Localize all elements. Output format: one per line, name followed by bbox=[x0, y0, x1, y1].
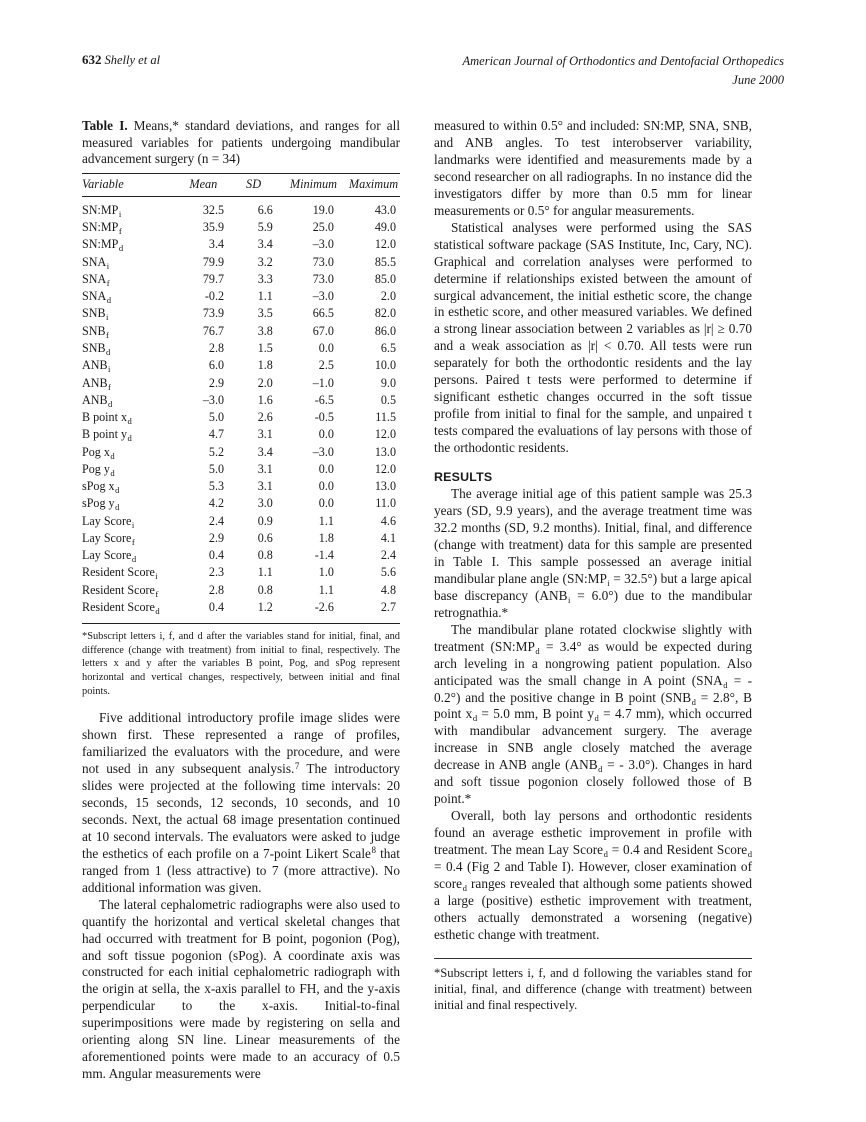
rp2-d: = 2.8°, B point x bbox=[434, 689, 753, 722]
right-paragraph-1: measured to within 0.5° and included: SN:MP, SNA, SNB, and ANB angles. To test interobserver variability, landmarks were identified and measurements made by a second researcher on all radiographs. In no instance did the investigators differ by more than 0.5 mm for linear measurements or 0.5° for angular measurements. bbox=[434, 118, 752, 218]
variable-subscript: f bbox=[118, 226, 122, 237]
results-heading: RESULTS bbox=[434, 470, 493, 485]
rp2-sub-d3: d bbox=[691, 696, 696, 707]
cell-maximum: 2.7 bbox=[380, 599, 396, 614]
rp3-sub-d1: d bbox=[603, 849, 608, 860]
table-row bbox=[82, 564, 400, 581]
cell-sd: 2.0 bbox=[257, 375, 273, 390]
left-column bbox=[82, 118, 400, 1083]
cell-maximum: 10.0 bbox=[374, 358, 396, 373]
table-row bbox=[82, 581, 400, 598]
cell-maximum: 49.0 bbox=[374, 220, 396, 235]
cell-mean: 76.7 bbox=[202, 323, 225, 338]
table-row bbox=[82, 495, 400, 512]
cell-minimum: 67.0 bbox=[312, 323, 334, 338]
cell-sd: 3.2 bbox=[257, 254, 273, 269]
cell-variable: $ANB_f$ bbox=[82, 375, 111, 392]
rp2-e: = 5.0 mm, B point y bbox=[477, 706, 595, 722]
cell-mean: 79.9 bbox=[202, 254, 225, 269]
table-row bbox=[82, 339, 400, 356]
table-row bbox=[82, 460, 400, 477]
cell-variable: Resident Score$_i$ bbox=[82, 565, 158, 582]
cell-minimum: -2.6 bbox=[314, 599, 334, 614]
cell-maximum: 9.0 bbox=[380, 375, 396, 390]
cell-minimum: 66.5 bbox=[312, 306, 334, 321]
cell-variable: $SNA_d$ bbox=[82, 289, 111, 306]
variable-subscript: d bbox=[106, 347, 111, 357]
left-paragraph-2: The lateral cephalometric radiographs were also used to quantify the horizontal and vertical skeletal changes that had occurred with treatment for B point, pogonion (Pog), and soft tissue pogonion (sPog). A coordinate axis was constructed for each initial cephalometric radiograph with the origin at sella, the x-axis parallel to FH, and the y-axis perpendicular to the x-axis. Initial-to-final superimpositions were made by registering on sella and orienting along SN line. Linear measurements of the aforementioned points were made to an accuracy of 0.5 mm. Angular measurements were bbox=[82, 896, 400, 1082]
cell-maximum: 85.5 bbox=[374, 254, 396, 269]
variable-subscript: f bbox=[155, 588, 159, 599]
table-row bbox=[82, 426, 400, 443]
variable-subscript: d bbox=[118, 243, 124, 254]
cell-mean: 4.2 bbox=[208, 496, 225, 511]
cell-maximum: 13.0 bbox=[374, 444, 396, 459]
cell-minimum: 1.1 bbox=[318, 513, 334, 528]
cell-mean: 2.3 bbox=[208, 565, 225, 580]
cell-variable: Lay Score$_f$ bbox=[82, 530, 135, 547]
variable-subscript: d bbox=[108, 398, 113, 409]
measurements-table bbox=[82, 173, 400, 620]
running-head-right bbox=[463, 52, 785, 91]
cell-variable: Resident Score$_f$ bbox=[82, 582, 159, 599]
cell-sd: 1.5 bbox=[257, 341, 273, 355]
cell-mean: 2.8 bbox=[208, 582, 225, 597]
cell-variable: $SN:MP_i$ bbox=[82, 202, 122, 219]
variable-subscript: d bbox=[115, 485, 120, 496]
rp1-c: = 6.0°) due to the mandibular retrognathia.* bbox=[434, 587, 753, 620]
table-row bbox=[82, 219, 400, 236]
cell-sd: 3.4 bbox=[257, 444, 273, 459]
rp2-f: = 4.7 mm), which occurred with mandibular advancement surgery. The average increase in SNB angle closely matched the average decrease in ANB angle (ANB bbox=[434, 706, 752, 773]
cell-mean: 73.9 bbox=[202, 306, 225, 321]
cell-minimum: 0.0 bbox=[318, 496, 334, 511]
variable-subscript: f bbox=[106, 277, 110, 288]
cell-sd: 1.1 bbox=[257, 565, 273, 580]
col-header-sd: SD bbox=[240, 173, 288, 196]
cell-minimum: 0.0 bbox=[318, 479, 334, 494]
cell-minimum: –3.0 bbox=[312, 444, 334, 459]
variable-subscript: f bbox=[106, 329, 109, 340]
table-label: Table I. bbox=[82, 118, 128, 133]
left-paragraph-1 bbox=[82, 710, 400, 896]
cell-variable: Lay Score$_i$ bbox=[82, 513, 135, 530]
cell-sd: 3.3 bbox=[257, 271, 273, 286]
rp2-c: = - 0.2°) and the positive change in B point (SNB bbox=[434, 672, 753, 705]
table-bottom-rule bbox=[82, 623, 400, 624]
cell-variable: B point $x_d$ bbox=[82, 410, 132, 427]
cell-sd: 1.8 bbox=[257, 358, 273, 373]
table-row bbox=[82, 512, 400, 529]
cell-minimum: 0.0 bbox=[318, 427, 334, 442]
variable-subscript: d bbox=[127, 433, 132, 444]
page-folio: 632 bbox=[82, 52, 102, 67]
variable-subscript: i bbox=[131, 519, 135, 530]
running-head-authors: Shelly et al bbox=[104, 53, 161, 67]
cell-variable: $SNB_f$ bbox=[82, 323, 109, 340]
cell-mean: 5.0 bbox=[208, 461, 225, 476]
cell-minimum: 1.0 bbox=[318, 565, 334, 580]
cell-maximum: 85.0 bbox=[374, 271, 396, 286]
variable-subscript: d bbox=[131, 554, 137, 565]
cell-mean: 35.9 bbox=[202, 220, 225, 235]
variable-subscript: f bbox=[108, 381, 111, 392]
cell-mean: –3.0 bbox=[202, 392, 225, 407]
cell-variable: $SN:MP_d$ bbox=[82, 237, 124, 254]
lp1-b: The introductory slides were projected at the following time intervals: 20 seconds, 15 seconds, 12 seconds, 10 seconds, and 10 seconds. Next, the actual 68 image presentation continued at 10 second intervals. The evaluators were asked to judge the esthetics of each profile on a 7-point Likert Scale bbox=[82, 761, 401, 861]
reference-7: 7 bbox=[294, 760, 300, 771]
cell-minimum: 2.5 bbox=[318, 358, 334, 373]
rp3-a: Overall, both lay persons and orthodontic residents found an average esthetic improvement in profile with treatment. The mean Lay Score bbox=[434, 808, 752, 858]
rp1-b: = 32.5°) but a large apical base discrepancy (ANB bbox=[434, 570, 752, 603]
cell-sd: 3.4 bbox=[257, 237, 273, 252]
rp1-sub-i2: i bbox=[567, 594, 571, 605]
cell-maximum: 4.1 bbox=[380, 530, 396, 545]
cell-variable: B point $y_d$ bbox=[82, 427, 132, 444]
col-header-maximum: Maximum bbox=[347, 173, 400, 196]
col-header-mean: Mean bbox=[181, 173, 240, 196]
table-row bbox=[82, 443, 400, 460]
cell-maximum: 82.0 bbox=[374, 306, 396, 321]
table-row bbox=[82, 374, 400, 391]
variable-subscript: f bbox=[131, 536, 135, 547]
cell-minimum: 1.8 bbox=[318, 530, 334, 545]
cell-mean: 5.3 bbox=[208, 479, 225, 494]
table-row bbox=[82, 288, 400, 305]
cell-mean: 2.9 bbox=[208, 375, 225, 390]
rp3-sub-d2: d bbox=[747, 849, 752, 860]
results-paragraph-1 bbox=[434, 486, 752, 622]
col-header-variable: Variable bbox=[82, 173, 181, 196]
cell-minimum: 73.0 bbox=[312, 271, 334, 286]
cell-variable: $SN:MP_f$ bbox=[82, 220, 122, 237]
table-row bbox=[82, 357, 400, 374]
table-row bbox=[82, 391, 400, 408]
table-row bbox=[82, 408, 400, 425]
cell-sd: 3.0 bbox=[257, 496, 273, 511]
lp1-a: Five additional introductory profile image slides were shown first. These represented a range of profiles, familiarized the evaluators with the procedure, and were not used in any subsequent analysis. bbox=[82, 710, 400, 777]
cell-maximum: 12.0 bbox=[374, 427, 396, 442]
cell-maximum: 2.0 bbox=[380, 289, 396, 304]
table-row bbox=[82, 322, 400, 339]
variable-subscript: d bbox=[155, 605, 160, 616]
cell-mean: 5.2 bbox=[208, 444, 225, 459]
cell-mean: 5.0 bbox=[208, 410, 225, 425]
cell-sd: 3.5 bbox=[257, 306, 273, 321]
cell-maximum: 12.0 bbox=[374, 461, 396, 476]
variable-subscript: d bbox=[115, 502, 120, 513]
cell-maximum: 4.6 bbox=[380, 513, 396, 528]
cell-variable: $SNA_f$ bbox=[82, 271, 110, 288]
cell-sd: 3.1 bbox=[257, 461, 273, 476]
cell-maximum: 11.0 bbox=[375, 496, 396, 511]
variable-subscript: i bbox=[108, 364, 111, 375]
cell-variable: Pog $y_d$ bbox=[82, 461, 115, 478]
spacer bbox=[82, 698, 400, 710]
cell-sd: 0.8 bbox=[257, 582, 273, 597]
cell-sd: 0.8 bbox=[257, 548, 273, 563]
cell-maximum: 13.0 bbox=[374, 479, 396, 494]
rp3-sub-d3: d bbox=[462, 882, 467, 893]
cell-maximum: 6.5 bbox=[380, 341, 396, 355]
cell-minimum: –1.0 bbox=[312, 375, 334, 390]
footnote-rule bbox=[434, 958, 752, 959]
variable-subscript: i bbox=[106, 312, 109, 323]
table-body bbox=[82, 196, 400, 620]
cell-minimum: 1.1 bbox=[318, 582, 334, 597]
table-row bbox=[82, 253, 400, 270]
table-row bbox=[82, 196, 400, 218]
variable-subscript: d bbox=[106, 295, 111, 306]
rp2-b: = 3.4° as would be expected during arch leveling in a nongrowing patient population. Also anticipated was the small change in A point (SNA bbox=[434, 638, 752, 688]
cell-maximum: 5.6 bbox=[380, 565, 396, 580]
cell-mean: 4.7 bbox=[208, 427, 225, 442]
cell-sd: 1.1 bbox=[257, 289, 273, 304]
variable-subscript: d bbox=[127, 416, 132, 427]
cell-sd: 1.2 bbox=[257, 599, 273, 614]
cell-minimum: -6.5 bbox=[314, 392, 334, 407]
cell-sd: 0.6 bbox=[257, 530, 273, 545]
cell-minimum: -0.5 bbox=[314, 410, 334, 425]
variable-subscript: i bbox=[118, 208, 122, 219]
lp1-c: that ranged from 1 (less attractive) to 7 (more attractive). No additional information was given. bbox=[82, 845, 401, 895]
cell-minimum: -1.4 bbox=[314, 548, 334, 563]
issue-date: June 2000 bbox=[732, 73, 784, 88]
cell-variable: Pog $x_d$ bbox=[82, 444, 115, 461]
cell-maximum: 12.0 bbox=[374, 237, 396, 252]
table-row bbox=[82, 547, 400, 564]
cell-sd: 5.9 bbox=[257, 220, 273, 235]
journal-title: American Journal of Orthodontics and Dentofacial Orthopedics bbox=[462, 54, 784, 68]
cell-minimum: 25.0 bbox=[312, 220, 334, 235]
rp2-sub-d5: d bbox=[594, 713, 599, 724]
table-row bbox=[82, 478, 400, 495]
cell-sd: 0.9 bbox=[257, 513, 273, 528]
cell-mean: 32.5 bbox=[202, 202, 225, 217]
cell-mean: 2.9 bbox=[208, 530, 225, 545]
cell-mean: 6.0 bbox=[208, 358, 225, 373]
rp1-sub-i: i bbox=[607, 577, 610, 588]
variable-subscript: d bbox=[110, 450, 115, 461]
cell-variable: $ANB_i$ bbox=[82, 358, 111, 375]
table-header-row bbox=[82, 173, 400, 196]
cell-maximum: 86.0 bbox=[374, 323, 396, 338]
cell-mean: -0.2 bbox=[204, 289, 225, 304]
cell-mean: 3.4 bbox=[208, 237, 225, 252]
cell-variable: $SNB_d$ bbox=[82, 341, 111, 357]
page-footnote: *Subscript letters i, f, and d following the variables stand for initial, final, and difference (change with treatment) between initial and final respectively. bbox=[434, 965, 752, 1012]
cell-variable: Resident Score$_d$ bbox=[82, 599, 160, 616]
table-row bbox=[82, 598, 400, 620]
rp2-sub-d2: d bbox=[723, 679, 728, 690]
cell-minimum: 19.0 bbox=[312, 202, 334, 217]
rp2-a: The mandibular plane rotated clockwise slightly with treatment (SN:MP bbox=[434, 621, 752, 654]
cell-variable: $SNB_i$ bbox=[82, 306, 109, 323]
cell-variable: Lay Score$_d$ bbox=[82, 548, 137, 565]
results-paragraph-3 bbox=[434, 808, 752, 944]
variable-subscript: i bbox=[155, 571, 158, 582]
cell-variable: sPog $x_d$ bbox=[82, 479, 120, 496]
cell-maximum: 2.4 bbox=[380, 548, 396, 563]
cell-mean: 2.8 bbox=[208, 341, 225, 355]
cell-minimum: –3.0 bbox=[312, 237, 334, 252]
cell-sd: 3.1 bbox=[257, 479, 273, 494]
cell-minimum: –3.0 bbox=[312, 289, 334, 304]
rp2-sub-d4: d bbox=[472, 713, 478, 724]
cell-maximum: 4.8 bbox=[380, 582, 396, 597]
cell-minimum: 0.0 bbox=[318, 461, 334, 476]
cell-mean: 79.7 bbox=[202, 271, 225, 286]
cell-maximum: 11.5 bbox=[375, 410, 396, 425]
right-paragraph-2: Statistical analyses were performed using the SAS statistical software package (SAS Institute, Inc, Cary, NC). Graphical and correlation analyses were performed to determine if relationships existed between the amount of surgical advancement, the initial esthetic score, the change in esthetic score, and other measured variables. We defined a strong linear association between 2 variables as |r| ≥ 0.70 and a weak association as |r| < 0.70. All tests were run separately for both the orthodontic residents and the lay persons. Paired t tests were performed to determine if significant esthetic changes occurred in the soft tissue profile from initial to final for the sample, and unpaired t tests compared the evaluations of lay persons with those of the orthodontic residents. bbox=[434, 219, 752, 456]
table-caption-text: Means,* standard deviations, and ranges for all measured variables for patients undergoing mandibular advancement surgery (n = 34) bbox=[82, 118, 400, 167]
table-caption bbox=[82, 118, 400, 168]
table-row bbox=[82, 305, 400, 322]
rp3-c: = 0.4 (Fig 2 and Table I). However, closer examination of score bbox=[434, 859, 752, 891]
table-row bbox=[82, 236, 400, 253]
reference-8: 8 bbox=[371, 845, 376, 856]
cell-sd: 3.8 bbox=[257, 323, 273, 338]
table-row bbox=[82, 529, 400, 546]
variable-subscript: d bbox=[110, 467, 115, 478]
running-head bbox=[82, 52, 784, 92]
rp3-d: ranges revealed that although some patients showed a large (positive) esthetic improvement with treatment, others actually demonstrated a worsening (negative) esthetic change with treatment. bbox=[434, 875, 752, 942]
cell-sd: 2.6 bbox=[257, 410, 273, 425]
variable-subscript: i bbox=[106, 260, 110, 271]
cell-sd: 1.6 bbox=[257, 392, 273, 407]
rp2-sub-d6: d bbox=[598, 764, 603, 775]
cell-sd: 6.6 bbox=[257, 202, 273, 217]
rp1-a: The average initial age of this patient sample was 25.3 years (SD, 9.9 years), and the average treatment time was 32.2 months (SD, 9.2 months). Initial, final, and difference (change with treatment) data for this sample are presented in Table I. This sample possessed an average initial mandibular plane angle (SN:MP bbox=[434, 486, 752, 586]
cell-mean: 2.4 bbox=[208, 513, 225, 528]
rp2-g: = - 3.0°). Changes in hard and soft tissue pogonion closely followed those of B point.* bbox=[434, 757, 752, 807]
rp2-sub-d1: d bbox=[535, 645, 540, 656]
running-head-left bbox=[82, 52, 160, 68]
col-header-minimum: Minimum bbox=[288, 173, 347, 196]
cell-minimum: 0.0 bbox=[318, 341, 334, 355]
results-paragraph-2 bbox=[434, 622, 752, 808]
cell-maximum: 0.5 bbox=[380, 392, 396, 407]
cell-variable: $SNA_i$ bbox=[82, 254, 110, 271]
cell-mean: 0.4 bbox=[208, 548, 225, 563]
cell-maximum: 43.0 bbox=[374, 202, 396, 217]
table-row bbox=[82, 270, 400, 287]
table-footnote: *Subscript letters i, f, and d after the variables stand for initial, final, and difference (change with treatment) from initial to final, respectively. The letters x and y after the variables B point, Pog, and sPog represent horizontal and vertical changes, respectively, between initial and final points. bbox=[82, 631, 400, 697]
cell-sd: 3.1 bbox=[257, 427, 273, 442]
cell-variable: sPog $y_d$ bbox=[82, 496, 120, 513]
right-column bbox=[434, 118, 752, 1014]
cell-mean: 0.4 bbox=[208, 599, 225, 614]
cell-variable: $ANB_d$ bbox=[82, 392, 113, 409]
table-head bbox=[82, 173, 400, 196]
rp3-b: = 0.4 and Resident Score bbox=[607, 842, 748, 858]
cell-minimum: 73.0 bbox=[312, 254, 334, 269]
